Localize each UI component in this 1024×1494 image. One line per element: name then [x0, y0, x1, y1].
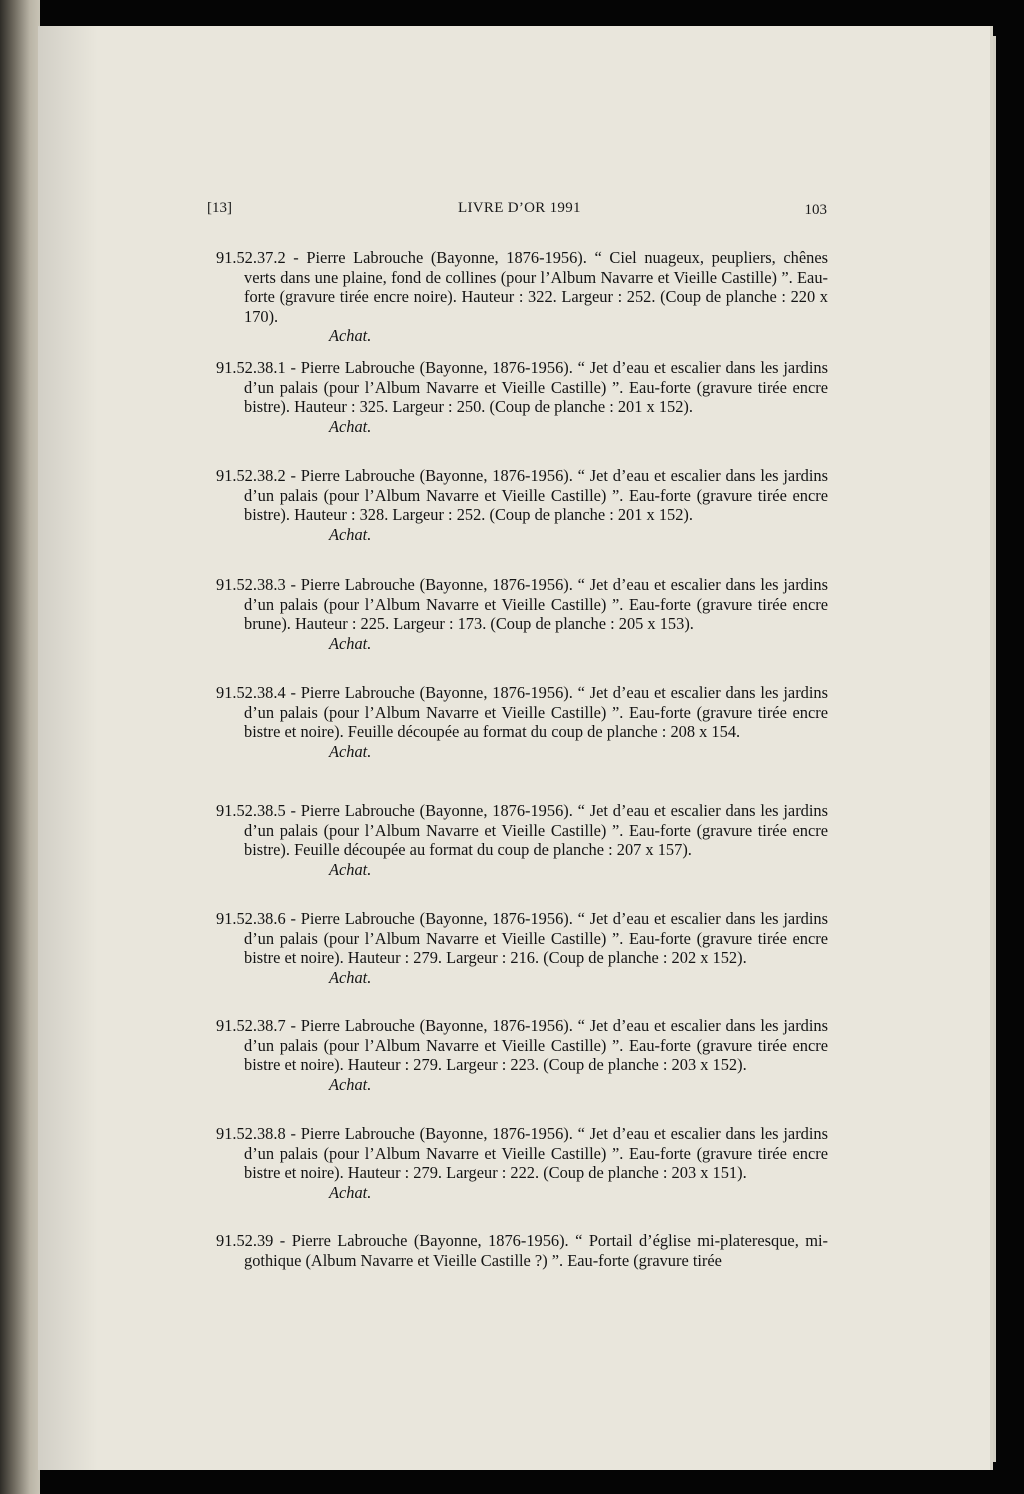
entry-text: 91.52.38.3 - Pierre Labrouche (Bayonne, 1876-1956). “ Jet d’eau et escalier dans les jardins d’un palais (pour l’Album Navarre et Vieille Castille) ”. Eau-forte (gravure tirée encre brune). Hauteur : 225. Largeur : 173. (Coup de planche : 205 x 153).: [216, 575, 828, 634]
entry-text: 91.52.38.2 - Pierre Labrouche (Bayonne, 1876-1956). “ Jet d’eau et escalier dans les jardins d’un palais (pour l’Album Navarre et Vieille Castille) ”. Eau-forte (gravure tirée encre bistre). Hauteur : 328. Largeur : 252. (Coup de planche : 201 x 152).: [216, 466, 828, 525]
entry-acquisition: Achat.: [329, 1074, 372, 1094]
entry-acquisition: Achat.: [329, 633, 372, 653]
page-number: 103: [804, 202, 827, 218]
catalog-entry: [216, 358, 828, 436]
catalog-entry: [216, 1124, 828, 1202]
entry-text: 91.52.38.6 - Pierre Labrouche (Bayonne, 1876-1956). “ Jet d’eau et escalier dans les jardins d’un palais (pour l’Album Navarre et Vieille Castille) ”. Eau-forte (gravure tirée encre bistre et noire). Hauteur : 279. Largeur : 216. (Coup de planche : 202 x 152).: [216, 909, 828, 968]
entry-acquisition: Achat.: [329, 859, 372, 879]
catalog-entry: [216, 248, 828, 346]
catalog-entry: [216, 683, 828, 761]
entry-acquisition: Achat.: [329, 326, 372, 346]
entry-text: 91.52.37.2 - Pierre Labrouche (Bayonne, 1876-1956). “ Ciel nuageux, peupliers, chênes verts dans une plaine, fond de collines (pour l’Album Navarre et Vieille Castille) ”. Eau-forte (gravure tirée encre noire). Hauteur : 322. Largeur : 252. (Coup de planche : 220 x 170).: [216, 248, 828, 326]
catalog-entry: [216, 909, 828, 987]
entry-text: 91.52.39 - Pierre Labrouche (Bayonne, 1876-1956). “ Portail d’église mi-plateresque, mi-gothique (Album Navarre et Vieille Castille ?) ”. Eau-forte (gravure tirée: [216, 1231, 828, 1270]
section-number: [13]: [207, 200, 232, 216]
entry-acquisition: Achat.: [329, 416, 372, 436]
catalog-entry: [216, 801, 828, 879]
running-head: [207, 200, 827, 222]
entry-acquisition: Achat.: [329, 741, 372, 761]
entry-text: 91.52.38.1 - Pierre Labrouche (Bayonne, 1876-1956). “ Jet d’eau et escalier dans les jardins d’un palais (pour l’Album Navarre et Vieille Castille) ”. Eau-forte (gravure tirée encre bistre). Hauteur : 325. Largeur : 250. (Coup de planche : 201 x 152).: [216, 358, 828, 417]
entry-acquisition: Achat.: [329, 1182, 372, 1202]
entry-text: 91.52.38.8 - Pierre Labrouche (Bayonne, 1876-1956). “ Jet d’eau et escalier dans les jardins d’un palais (pour l’Album Navarre et Vieille Castille) ”. Eau-forte (gravure tirée encre bistre et noire). Hauteur : 279. Largeur : 222. (Coup de planche : 203 x 151).: [216, 1124, 828, 1183]
catalog-entry: [216, 1016, 828, 1094]
entry-text: 91.52.38.7 - Pierre Labrouche (Bayonne, 1876-1956). “ Jet d’eau et escalier dans les jardins d’un palais (pour l’Album Navarre et Vieille Castille) ”. Eau-forte (gravure tirée encre bistre et noire). Hauteur : 279. Largeur : 223. (Coup de planche : 203 x 152).: [216, 1016, 828, 1075]
entry-acquisition: Achat.: [329, 967, 372, 987]
book-spine: [0, 0, 40, 1494]
entry-text: 91.52.38.5 - Pierre Labrouche (Bayonne, 1876-1956). “ Jet d’eau et escalier dans les jardins d’un palais (pour l’Album Navarre et Vieille Castille) ”. Eau-forte (gravure tirée encre bistre). Feuille découpée au format du coup de planche : 207 x 157).: [216, 801, 828, 860]
catalog-entry: [216, 1231, 828, 1270]
catalog-entry: [216, 575, 828, 653]
entry-text: 91.52.38.4 - Pierre Labrouche (Bayonne, 1876-1956). “ Jet d’eau et escalier dans les jardins d’un palais (pour l’Album Navarre et Vieille Castille) ”. Eau-forte (gravure tirée encre bistre et noire). Feuille découpée au format du coup de planche : 208 x 154.: [216, 683, 828, 742]
running-title: LIVRE D’OR 1991: [458, 200, 581, 216]
entry-acquisition: Achat.: [329, 524, 372, 544]
catalog-entry: [216, 466, 828, 544]
